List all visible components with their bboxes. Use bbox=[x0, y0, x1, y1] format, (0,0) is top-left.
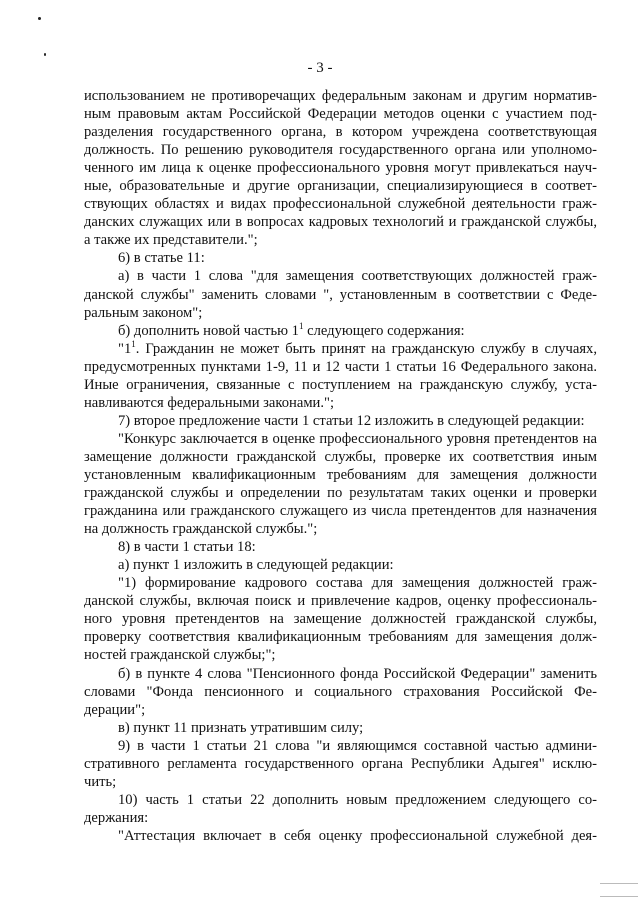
paragraph-1: использованием не противоречащих федеральным законам и другим нормативным правовым актам Российской Федерации методов оценки с участием подразделения государственного органа, в котором учреждена соответствующая должность. По решению руководителя государственного органа или уполномоченного им лица к оценке профессионального уровня могут привлекаться научные, образовательные и другие организации, специализирующиеся в соответствующих областях и видах профессиональной служебной деятельности гражданских служащих или в вопросах кадровых технологий и гражданской службы, а также их представители."; bbox=[84, 88, 597, 249]
paragraph-9: а) пункт 1 изложить в следующей редакции: bbox=[118, 557, 394, 574]
paragraph-4-text-before: б) дополнить новой частью 1 bbox=[118, 322, 299, 339]
paragraph-4 bbox=[84, 322, 597, 340]
paragraph-11: б) в пункте 4 слова "Пенсионного фонда Российской Федерации" заменить словами "Фонда пенсионного и социального страхования Российской Федерации"; bbox=[84, 665, 597, 718]
page-edge-mark bbox=[600, 896, 638, 897]
paragraph-5-text-after: . Гражданин не может быть принят на гражданскую службу в случаях, предусмотренных пунктами 1-9, 11 и 12 части 1 статьи 16 Федерального закона. Иные ограничения, связанные с поступлением на гражданскую службу, устанавливаются федеральными законами."; bbox=[84, 340, 597, 411]
paragraph-14: 10) часть 1 статьи 22 дополнить новым предложением следующего содержания: bbox=[84, 791, 597, 826]
paragraph-4-text-after: следующего содержания: bbox=[303, 322, 465, 339]
paragraph-7: "Конкурс заключается в оценке профессионального уровня претендентов на замещение должности гражданской службы, проверке их соответствия иным установленным квалификационным требованиям для замещения должности гражданской службы и определении по результатам таких оценки и проверки гражданина или гражданского служащего из числа претендентов для назначения на должность гражданской службы."; bbox=[84, 430, 597, 538]
superscript: 1 bbox=[298, 320, 304, 331]
scan-speck bbox=[38, 17, 41, 20]
paragraph-5-text-before: "1 bbox=[118, 340, 132, 357]
paragraph-10: "1) формирование кадрового состава для замещения должностей гражданской службы, включая поиск и привлечение кадров, оценку профессионального уровня претендентов на замещение должностей гражданской службы, проверку соответствия квалификационным требованиям для замещения должностей гражданской службы;"; bbox=[84, 575, 597, 664]
paragraph-6: 7) второе предложение части 1 статьи 12 изложить в следующей редакции: bbox=[118, 412, 585, 429]
paragraph-12: в) пункт 11 признать утратившим силу; bbox=[118, 719, 364, 736]
paragraph-15: "Аттестация включает в себя оценку профессиональной служебной дея- bbox=[118, 827, 597, 844]
paragraph-8: 8) в части 1 статьи 18: bbox=[118, 539, 256, 556]
page-number: - 3 - bbox=[307, 60, 333, 76]
paragraph-2: 6) в статье 11: bbox=[118, 250, 205, 267]
superscript: 1 bbox=[131, 338, 136, 349]
document-body bbox=[84, 87, 597, 845]
scan-speck bbox=[44, 53, 46, 56]
page-edge-mark bbox=[600, 883, 638, 884]
paragraph-13: 9) в части 1 статьи 21 слова "и являющимся составной частью административного регламента государственного органа Республики Адыгея" исключить; bbox=[84, 737, 597, 790]
paragraph-5 bbox=[84, 340, 597, 412]
paragraph-3: а) в части 1 слова "для замещения соответствующих должностей гражданской службы" заменить словами ", установленным в соответствии с Федеральным законом"; bbox=[84, 268, 597, 321]
